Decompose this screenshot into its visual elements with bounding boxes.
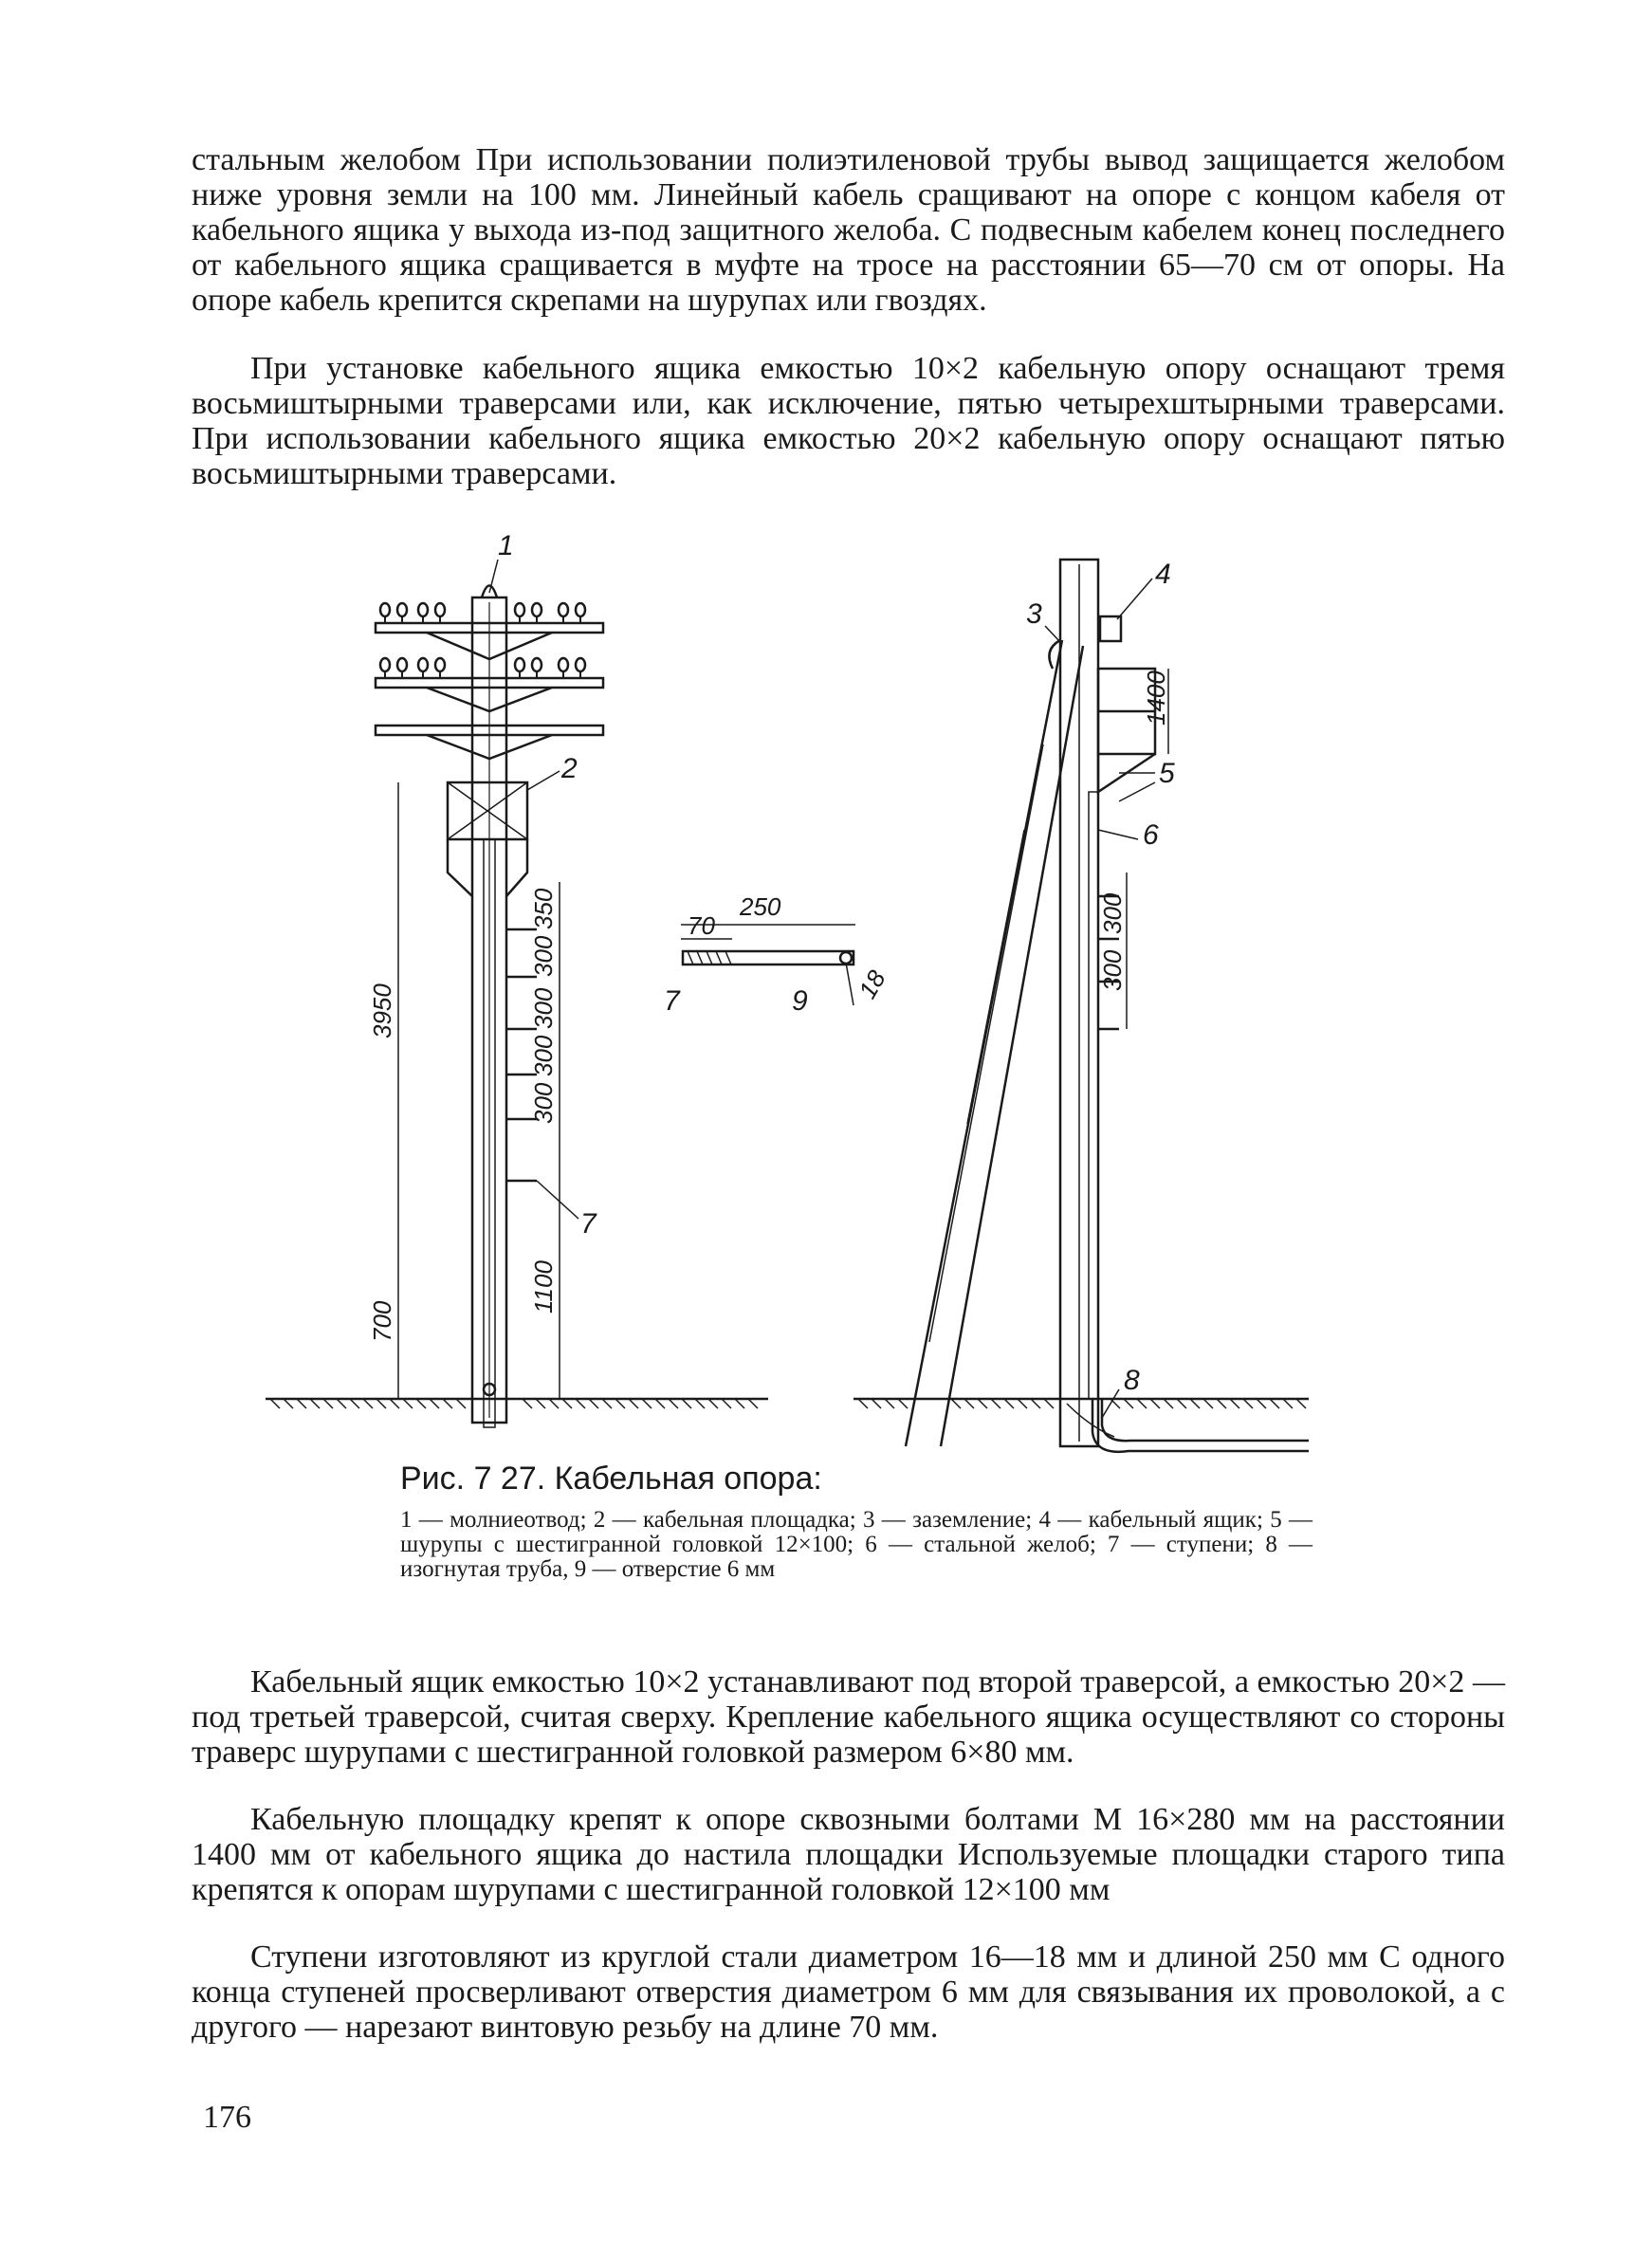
platform-brace (448, 782, 527, 839)
ground-hatch (708, 1399, 718, 1408)
label-7-detail: 7 (664, 985, 680, 1017)
ground-hatch (1137, 1399, 1147, 1408)
platform-supports (448, 839, 527, 896)
ground-hatch (1004, 1399, 1014, 1408)
leader-7 (537, 1181, 578, 1219)
dim-3950: 3950 (368, 983, 396, 1038)
ground-hatch (363, 1399, 373, 1408)
ground-hatch (722, 1399, 731, 1408)
ground-hatch (872, 1399, 881, 1408)
dim-1100: 1100 (529, 1260, 558, 1314)
dim-1400: 1400 (1142, 671, 1170, 726)
paragraph-1: стальным желобом При использовании полиэтиленовой трубы вывод защищается желобом ниже уровня земли на 100 мм. Линейный кабель сращивают на опоре с концом кабеля от кабельного ящика у выхода из-под защитного желоба. С подвесным кабелем конец последнего от кабельного ящика сращивается в муфте на тросе на расстоянии 65—70 см от опоры. На опоре кабель крепится скрепами на шурупах или гвоздях. (192, 142, 1505, 318)
ground-hatch (536, 1399, 545, 1408)
ground-hatch (885, 1399, 894, 1408)
ground-hatch (629, 1399, 638, 1408)
label-1: 1 (498, 530, 514, 561)
ground-hatch (748, 1399, 758, 1408)
label-9: 9 (792, 985, 808, 1017)
ground-hatch (1018, 1399, 1027, 1408)
ground-hatch (376, 1399, 386, 1408)
dim-300-a: 300 (529, 935, 558, 977)
ground-hatch (284, 1399, 293, 1408)
ground-hatch (430, 1399, 439, 1408)
ground-hatch (602, 1399, 612, 1408)
dim-70: 70 (688, 911, 715, 940)
ground-hatch (615, 1399, 625, 1408)
ground-hatch (991, 1399, 1000, 1408)
dim-300-d: 300 (529, 1082, 558, 1124)
ground-hatch (1217, 1399, 1226, 1408)
step-thread (688, 951, 731, 965)
bent-pipe (1092, 1399, 1309, 1452)
dim-700: 700 (368, 1300, 396, 1342)
dim-350: 350 (529, 888, 558, 929)
leader-6 (1098, 830, 1138, 839)
ground-hatch (1257, 1399, 1266, 1408)
ground-hatch (310, 1399, 320, 1408)
ground-hatch (443, 1399, 452, 1408)
leader-9 (846, 963, 854, 1005)
figure-cable-pole (360, 530, 1356, 1446)
ground-hatch (1230, 1399, 1239, 1408)
leader-3 (1045, 626, 1060, 642)
ground-hatch (1031, 1399, 1040, 1408)
ground-hatch (297, 1399, 306, 1408)
leader-8 (1102, 1389, 1119, 1418)
ground-hatch (1296, 1399, 1306, 1408)
ground-hatch (337, 1399, 346, 1408)
ground-hatch (1164, 1399, 1173, 1408)
ground-hatch (562, 1399, 572, 1408)
paragraph-3: Кабельный ящик емкостью 10×2 устанавливают под второй траверсой, а емкостью 20×2 — под третьей траверсой, считая сверху. Крепление кабельного ящика осуществляют со стороны траверс шурупами с шестигранной головкой размером 6×80 мм. (192, 1664, 1505, 1770)
label-8: 8 (1124, 1365, 1140, 1396)
ground-hatch (1203, 1399, 1213, 1408)
ground-hatch (682, 1399, 691, 1408)
dim-300-b: 300 (529, 987, 558, 1029)
label-4: 4 (1155, 559, 1171, 590)
ground-hatch (695, 1399, 705, 1408)
ground-hatch (735, 1399, 744, 1408)
leader-2 (527, 771, 560, 790)
ground-hatch (1190, 1399, 1200, 1408)
ground-hatch (1243, 1399, 1253, 1408)
dim-18: 18 (853, 965, 891, 1003)
right-steel-trough (1089, 792, 1098, 1399)
ground-hatch (1150, 1399, 1160, 1408)
label-2: 2 (561, 753, 578, 784)
label-3: 3 (1026, 598, 1042, 630)
ground-hatch (390, 1399, 399, 1408)
ground-hatch (549, 1399, 559, 1408)
ground-hatch (323, 1399, 333, 1408)
step-detail-hole (840, 952, 852, 964)
ground-hatch (898, 1399, 908, 1408)
strut-lines (929, 744, 1043, 1342)
ground-hatch (270, 1399, 280, 1408)
label-5: 5 (1159, 758, 1175, 789)
page-number: 176 (203, 2100, 251, 2135)
ground-hatch (964, 1399, 974, 1408)
leader-5 (1119, 773, 1155, 801)
figure-caption-title: Рис. 7 27. Кабельная опора: (400, 1461, 822, 1497)
ground-hatch (1283, 1399, 1293, 1408)
figure-caption-legend: 1 — молниеотвод; 2 — кабельная площадка; 3 — заземление; 4 — кабельный ящик; 5 — шурупы с шестигранной головкой 12×100; 6 — стальной желоб; 7 — ступени; 8 — изогнутая труба, 9 — отверстие 6 мм (400, 1507, 1312, 1582)
ground-hatch (403, 1399, 413, 1408)
paragraph-4: Кабельную площадку крепят к опоре сквозными болтами М 16×280 мм на расстоянии 1400 мм от кабельного ящика до настила площадки Используемые площадки старого типа крепятся к опорам шурупами с шестигранной головкой 12×100 мм (192, 1802, 1505, 1907)
ground-hatch (350, 1399, 359, 1408)
label-6: 6 (1143, 819, 1159, 851)
step-detail-bar (683, 951, 854, 965)
ground-hatch (858, 1399, 868, 1408)
dim-300-f: 300 (1098, 949, 1127, 991)
cable-box (1100, 616, 1121, 641)
ground-hatch (669, 1399, 678, 1408)
ground-hatch (1044, 1399, 1054, 1408)
paragraph-2: При установке кабельного ящика емкостью 10×2 кабельную опору оснащают тремя восьмиштырными траверсами или, как исключение, пятью четырехштырными траверсами. При использовании кабельного ящика емкостью 20×2 кабельную опору оснащают пятью восьмиштырными траверсами. (192, 351, 1505, 491)
ground-hatch (951, 1399, 961, 1408)
dim-300-c: 300 (529, 1035, 558, 1076)
ground-hatch (416, 1399, 426, 1408)
label-7-pole: 7 (580, 1208, 597, 1240)
dim-300-e: 300 (1098, 892, 1127, 934)
ground-hatch (589, 1399, 598, 1408)
ground-hatch (642, 1399, 652, 1408)
dim-250: 250 (740, 892, 781, 921)
ground-hatch (978, 1399, 987, 1408)
ground-hatch (655, 1399, 665, 1408)
ground-hatch (456, 1399, 466, 1408)
leader-4 (1117, 579, 1152, 619)
ground-hatch (1270, 1399, 1279, 1408)
ground-hatch (1124, 1399, 1133, 1408)
ground-hatch (1177, 1399, 1186, 1408)
ground-hatch (576, 1399, 585, 1408)
paragraph-5: Ступени изготовляют из круглой стали диаметром 16—18 мм и длиной 250 мм С одного конца ступеней просверливают отверстия диаметром 6 мм для связывания их проволокой, а с другого — нарезают винтовую резьбу на длине 70 мм. (192, 1939, 1505, 2045)
ground-hatch (523, 1399, 532, 1408)
